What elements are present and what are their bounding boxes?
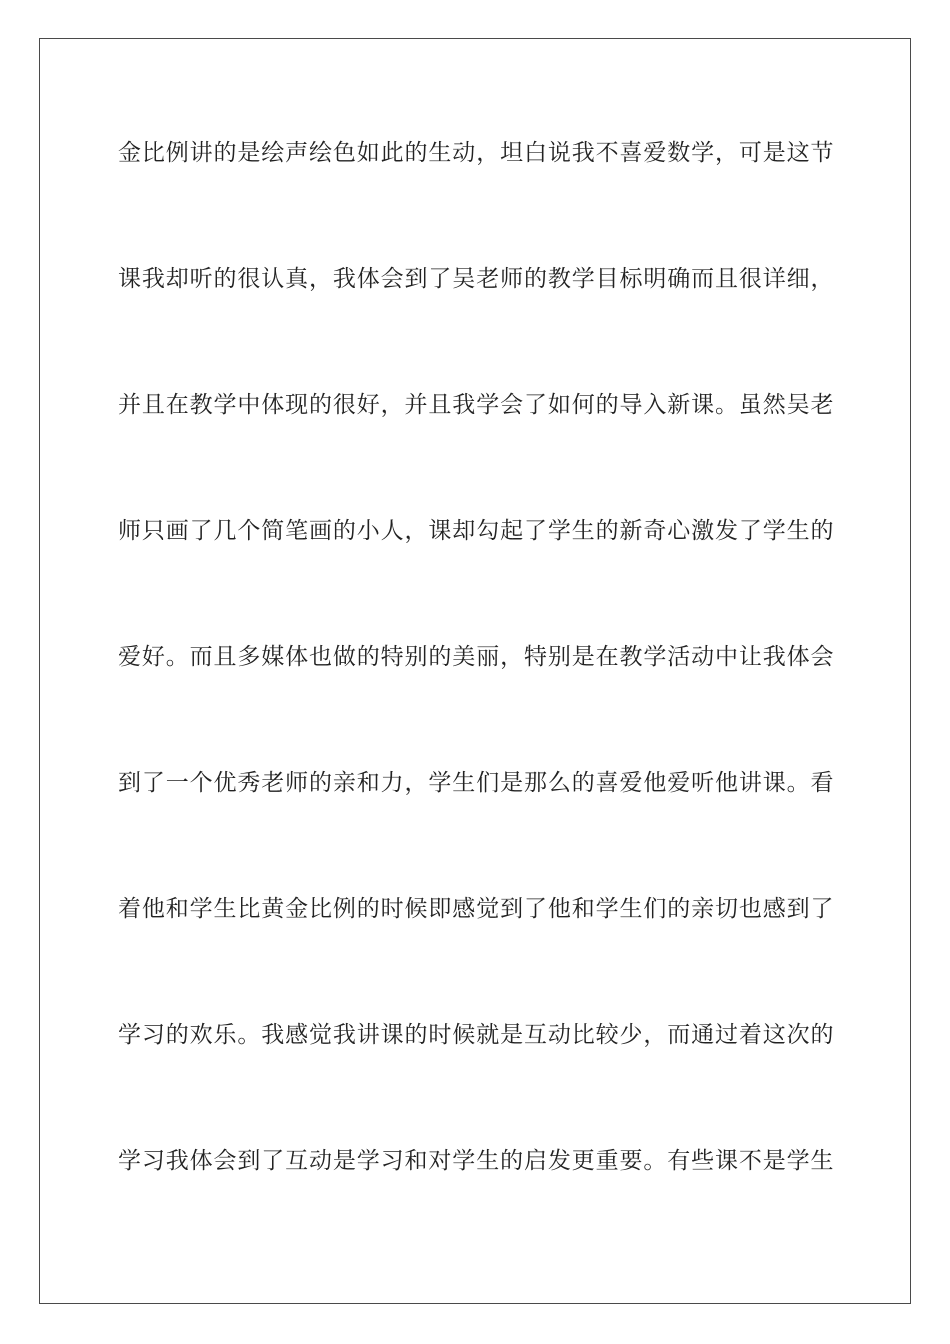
text-line-2: 课我却听的很认真，我体会到了吴老师的教学目标明确而且很详细，: [118, 266, 834, 292]
text-line-3: 并且在教学中体现的很好，并且我学会了如何的导入新课。虽然吴老: [118, 392, 834, 418]
text-line-9: 学习我体会到了互动是学习和对学生的启发更重要。有些课不是学生: [118, 1148, 834, 1174]
text-line-1: 金比例讲的是绘声绘色如此的生动，坦白说我不喜爱数学，可是这节: [118, 140, 834, 166]
text-line-6: 到了一个优秀老师的亲和力，学生们是那么的喜爱他爱听他讲课。看: [118, 770, 834, 796]
document-page: [39, 38, 911, 1304]
text-line-8: 学习的欢乐。我感觉我讲课的时候就是互动比较少，而通过着这次的: [118, 1022, 834, 1048]
text-line-7: 着他和学生比黄金比例的时候即感觉到了他和学生们的亲切也感到了: [118, 896, 834, 922]
text-line-5: 爱好。而且多媒体也做的特别的美丽，特别是在教学活动中让我体会: [118, 644, 834, 670]
text-line-4: 师只画了几个简笔画的小人，课却勾起了学生的新奇心激发了学生的: [118, 518, 834, 544]
body-text: [118, 133, 834, 1267]
